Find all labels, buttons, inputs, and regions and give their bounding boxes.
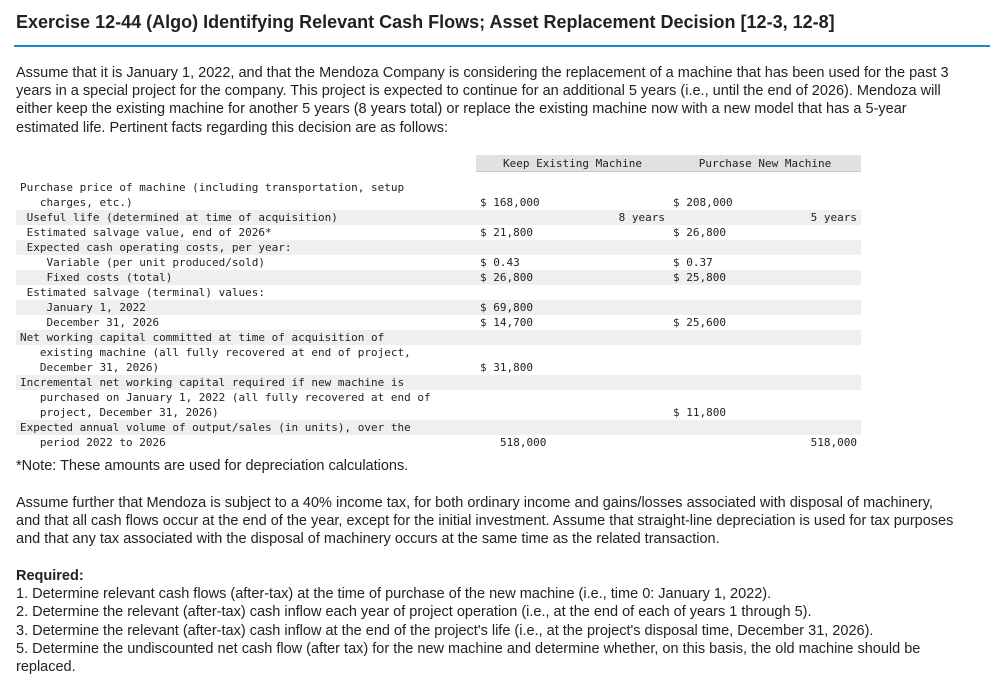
row-label: Fixed costs (total)	[16, 270, 476, 285]
keep-existing-value: 518,000	[500, 436, 547, 449]
keep-existing-value	[476, 180, 669, 195]
table-row	[16, 240, 861, 255]
keep-existing-value: $ 31,800	[480, 361, 533, 374]
purchase-new-value: 518,000	[810, 436, 857, 449]
keep-existing-value	[476, 240, 669, 255]
keep-existing-value	[476, 285, 669, 300]
purchase-new-value	[669, 300, 861, 315]
row-label: project, December 31, 2026)	[20, 406, 219, 419]
purchase-new-value	[669, 360, 861, 375]
row-label: Estimated salvage (terminal) values:	[20, 286, 266, 299]
table-row	[16, 285, 861, 300]
purchase-new-value	[669, 345, 861, 360]
row-label: December 31, 2026)	[20, 361, 160, 374]
keep-existing-value	[476, 405, 669, 420]
row-label: purchased on January 1, 2022 (all fully recovered at end of	[20, 391, 431, 404]
row-label: Expected cash operating costs, per year:	[16, 240, 476, 255]
table-row	[16, 330, 861, 345]
purchase-new-value: $ 0.37	[673, 256, 713, 269]
row-label: period 2022 to 2026	[20, 436, 166, 449]
header-keep-existing: Keep Existing Machine	[476, 155, 669, 172]
row-label: Useful life (determined at time of acquisition)	[16, 210, 476, 225]
purchase-new-value: 5 years	[669, 210, 861, 225]
table-row	[16, 375, 861, 390]
table-row	[16, 270, 861, 285]
required-item-5: 5. Determine the undiscounted net cash flow (after tax) for the new machine and determine whether, on this basis, the old machine should be replaced.	[16, 640, 921, 676]
facts-table-header	[16, 155, 861, 172]
row-label: Net working capital committed at time of acquisition of	[16, 330, 476, 345]
purchase-new-value	[669, 420, 861, 435]
table-row	[16, 210, 861, 225]
table-row	[16, 315, 861, 330]
keep-existing-value: $ 69,800	[476, 300, 669, 315]
purchase-new-value: $ 208,000	[673, 196, 733, 209]
keep-existing-value: $ 21,800	[480, 226, 533, 239]
table-row	[16, 345, 861, 360]
purchase-new-value: $ 26,800	[673, 226, 726, 239]
keep-existing-value: $ 14,700	[480, 316, 533, 329]
table-row	[16, 435, 861, 450]
keep-existing-value	[476, 375, 669, 390]
purchase-new-value	[669, 180, 861, 195]
keep-existing-value	[476, 420, 669, 435]
row-label: December 31, 2026	[20, 316, 160, 329]
required-item-1: 1. Determine relevant cash flows (after-tax) at the time of purchase of the new machine (i.e., time 0: January 1, 2022).	[16, 586, 772, 603]
row-label: Incremental net working capital required if new machine is	[16, 375, 476, 390]
row-label: January 1, 2022	[16, 300, 476, 315]
row-label: Variable (per unit produced/sold)	[20, 256, 266, 269]
purchase-new-value	[669, 240, 861, 255]
header-purchase-new: Purchase New Machine	[669, 155, 861, 172]
row-label: Purchase price of machine (including transportation, setup	[20, 181, 405, 194]
keep-existing-value	[476, 330, 669, 345]
table-row	[16, 300, 861, 315]
purchase-new-value	[669, 375, 861, 390]
keep-existing-value: $ 0.43	[480, 256, 520, 269]
facts-table-body	[16, 172, 861, 451]
table-row	[16, 360, 861, 375]
title-divider	[14, 45, 990, 47]
row-label: existing machine (all fully recovered at end of project,	[20, 346, 411, 359]
tax-assumption-paragraph: Assume further that Mendoza is subject to a 40% income tax, for both ordinary income and gains/losses associated with disposal of machinery, and that all cash flows occur at the end of the year, except for the initial investment. Assume that straight-line depreciation is used for tax purposes and that any tax associated with the disposal of machinery occurs at the same time as the related transaction.	[16, 495, 954, 548]
table-row	[16, 195, 861, 210]
purchase-new-value: $ 25,800	[669, 270, 861, 285]
purchase-new-value: $ 11,800	[673, 406, 726, 419]
depreciation-note: *Note: These amounts are used for depreciation calculations.	[16, 458, 409, 474]
row-label: Estimated salvage value, end of 2026*	[20, 226, 272, 239]
table-row	[16, 180, 861, 195]
purchase-new-value	[669, 330, 861, 345]
intro-paragraph: Assume that it is January 1, 2022, and that the Mendoza Company is considering the replacement of a machine that has been used for the past 3 years in a special project for the company. This project is expected to continue for an additional 5 years (i.e., until the end of 2026). Mendoza will either keep the existing machine for another 5 years (8 years total) or replace the existing machine now with a new model that has a 5-year estimated life. Pertinent facts regarding this decision are as follows:	[16, 65, 949, 136]
table-row	[16, 420, 861, 435]
required-heading: Required:	[16, 568, 84, 584]
table-row	[16, 405, 861, 420]
keep-existing-value	[476, 390, 669, 405]
purchase-new-value	[669, 390, 861, 405]
table-row	[16, 225, 861, 240]
table-row	[16, 255, 861, 270]
row-label: Expected annual volume of output/sales (in units), over the	[16, 420, 476, 435]
purchase-new-value: $ 25,600	[673, 316, 726, 329]
keep-existing-value	[476, 345, 669, 360]
required-item-2: 2. Determine the relevant (after-tax) cash inflow each year of project operation (i.e., at the end of each of years 1 through 5).	[16, 604, 812, 621]
required-item-3: 3. Determine the relevant (after-tax) cash inflow at the end of the project's life (i.e., at the project's disposal time, December 31, 2026).	[16, 622, 874, 639]
keep-existing-value: 8 years	[476, 210, 669, 225]
table-row	[16, 390, 861, 405]
required-section	[16, 567, 961, 676]
keep-existing-value: $ 168,000	[480, 196, 540, 209]
header-blank	[16, 155, 476, 172]
row-label: charges, etc.)	[20, 196, 133, 209]
purchase-new-value	[669, 285, 861, 300]
keep-existing-value: $ 26,800	[476, 270, 669, 285]
facts-table	[16, 155, 861, 450]
exercise-title: Exercise 12-44 (Algo) Identifying Relevant Cash Flows; Asset Replacement Decision [12-3, 12-8]	[16, 12, 835, 32]
